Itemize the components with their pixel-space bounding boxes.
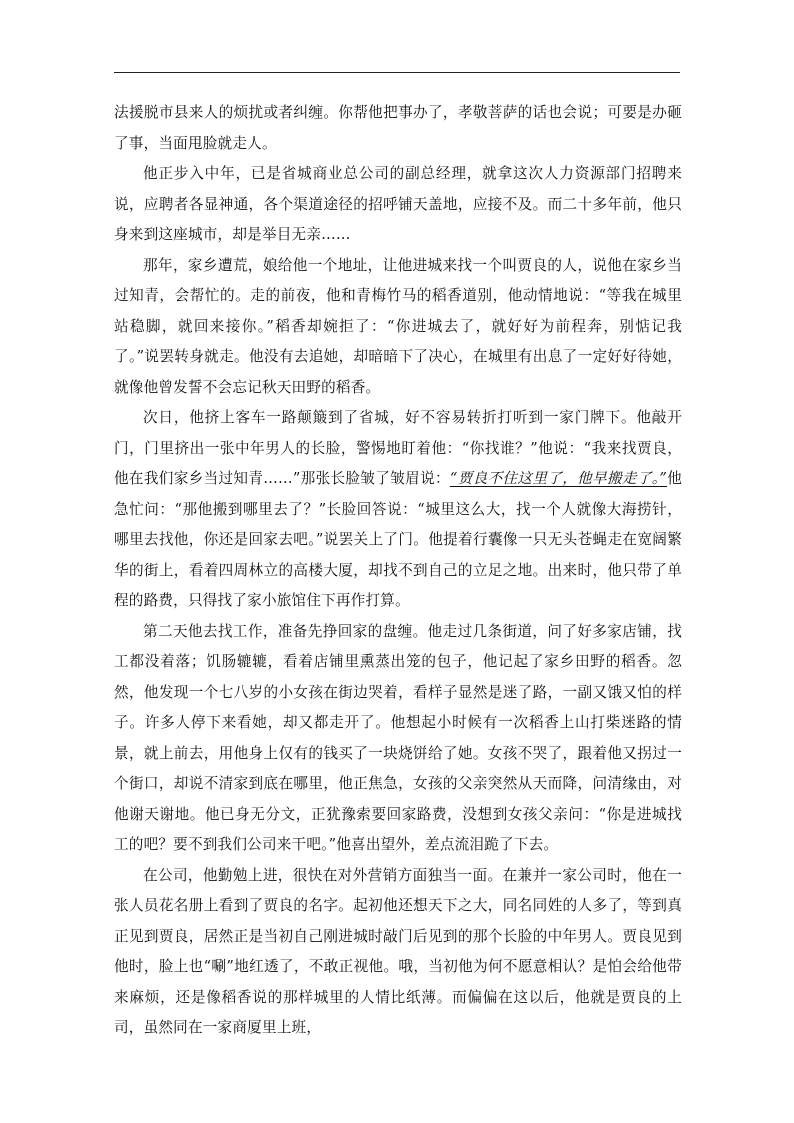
- paragraph: [114, 98, 682, 159]
- paragraph-text: 他急忙问：“那他搬到哪里去了？”长脸回答说：“城里这么大，找一个人就像大海捞针，哪里去找他，你还是回家去吧。”说罢关上了门。他提着行囊像一只无头苍蝇走在宽阔繁华的街上，看着四周林立的高楼大厦，却找不到自己的立足之地。出来时，他只带了单程的路费，只得找了家小旅馆住下再作打算。: [114, 470, 682, 609]
- paragraph: [114, 403, 682, 617]
- underlined-quote: “贾良不住这里了，他早搬走了。”: [449, 470, 668, 487]
- paragraph: [114, 861, 682, 1044]
- paragraph-text: 那年，家乡遭荒，娘给他一个地址，让他进城来找一个叫贾良的人，说他在家乡当过知青，会帮忙的。走的前夜，他和青梅竹马的稻香道别，他动情地说：“等我在城里站稳脚，就回来接你。”稻香却婉拒了：“你进城去了，就好好为前程奔，别惦记我了。”说罢转身就走。他没有去追她，却暗暗下了决心，在城里有出息了一定好好待她，就像他曾发誓不会忘记秋天田野的稻香。: [114, 256, 682, 396]
- paragraph-text: 次日，他挤上客车一路颠簸到了省城，好不容易转折打听到一家门牌下。他敲开门，门里挤出一张中年男人的长脸，警惕地盯着他：“你找谁？”他说：“我来找贾良，他在我们家乡当过知青……”那张长脸皱了皱眉说：: [114, 409, 682, 487]
- paragraph-text: 法援脱市县来人的烦扰或者纠缠。你帮他把事办了，孝敬菩萨的话也会说；可要是办砸了事，当面甩脸就走人。: [114, 104, 682, 152]
- header-rule: [114, 72, 680, 73]
- paragraph-text: 他正步入中年，已是省城商业总公司的副总经理，就拿这次人力资源部门招聘来说，应聘者各显神通，各个渠道途径的招呼铺天盖地，应接不及。而二十多年前，他只身来到这座城市，却是举目无亲……: [114, 165, 682, 243]
- paragraph-text: 在公司，他勤勉上进，很快在对外营销方面独当一面。在兼并一家公司时，他在一张人员花名册上看到了贾良的名字。起初他还想天下之大，同名同姓的人多了，等到真正见到贾良，居然正是当初自己刚进城时敲门后见到的那个长脸的中年男人。贾良见到他时，脸上也“唰”地红透了，不敢正视他。哦，当初他为何不愿意相认？是怕会给他带来麻烦，还是像稻香说的那样城里的人情比纸薄。而偏偏在这以后，他就是贾良的上司，虽然同在一家商厦里上班，: [114, 866, 682, 1036]
- body-text: [114, 98, 682, 1044]
- paragraph: [114, 251, 682, 404]
- paragraph-text: 第二天他去找工作，准备先挣回家的盘缠。他走过几条街道，问了好多家店铺，找工都没着落；饥肠辘辘，看着店铺里熏蒸出笼的包子，他记起了家乡田野的稻香。忽然，他发现一个七八岁的小女孩在街边哭着，看样子显然是迷了路，一副又饿又怕的样子。许多人停下来看她，却又都走开了。他想起小时候有一次稻香上山打柴迷路的情景，就上前去，用他身上仅有的钱买了一块烧饼给了她。女孩不哭了，跟着他又拐过一个街口，却说不清家到底在哪里，他正焦急，女孩的父亲突然从天而降，问清缘由，对他谢天谢地。他已身无分文，正犹豫索要回家路费，没想到女孩父亲问：“你是进城找工的吧？要不到我们公司来干吧。”他喜出望外，差点流泪跪了下去。: [114, 622, 682, 853]
- paragraph: [114, 617, 682, 861]
- paragraph: [114, 159, 682, 251]
